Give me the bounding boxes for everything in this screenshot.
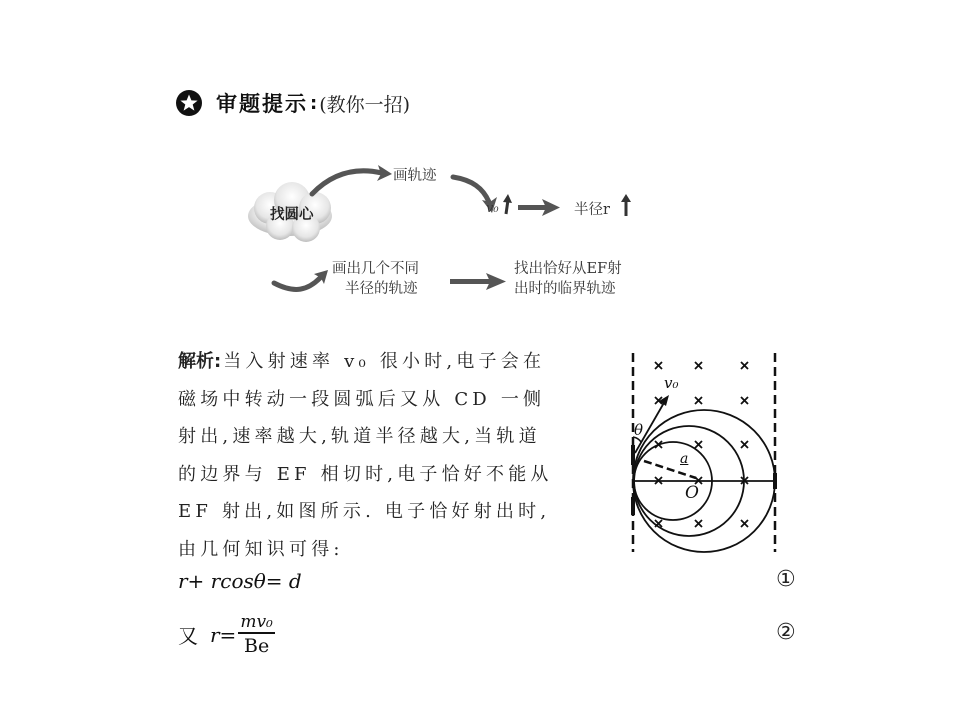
equation-1-expression: r+ rcosθ= d <box>178 569 302 593</box>
analysis-paragraph <box>178 343 592 568</box>
hint-flowchart <box>240 150 660 310</box>
heading-subtitle: (教你一招) <box>319 93 411 116</box>
section-heading <box>176 88 410 118</box>
equation-2 <box>178 612 275 658</box>
magnetic-field-figure <box>622 345 787 555</box>
flow-node-draw-several-line2: 半径的轨迹 <box>345 281 418 297</box>
center-label: O <box>685 483 699 503</box>
flow-node-find-center: 找圆心 <box>270 207 314 223</box>
analysis-line-4: 的边界与 EF 相切时,电子恰好不能从 <box>178 463 553 485</box>
analysis-text-1: 当入射速率 v₀ 很小时,电子会在 <box>223 351 546 372</box>
flow-node-critical-line2: 出时的临界轨迹 <box>514 281 616 297</box>
analysis-colon: : <box>214 351 222 372</box>
flow-node-draw-several-line1: 画出几个不同 <box>332 261 419 277</box>
radius-label: a <box>680 451 689 467</box>
analysis-line-2: 磁场中转动一段圆弧后又从 CD 一侧 <box>178 388 546 410</box>
fraction-numerator: mv₀ <box>240 612 273 632</box>
equation-1 <box>178 569 302 593</box>
equation-2-lhs: r= <box>210 622 237 647</box>
angle-label: θ <box>634 421 644 439</box>
equation-2-prefix: 又 <box>178 624 198 649</box>
velocity-label: v₀ <box>664 374 679 392</box>
heading-title: 审题提示 <box>216 92 308 116</box>
trajectory-diagram <box>622 345 787 555</box>
equation-2-fraction <box>238 612 275 658</box>
fraction-denominator: Be <box>243 634 270 657</box>
flow-node-v0: v₀ <box>486 201 499 216</box>
analysis-line-3: 射出,速率越大,轨道半径越大,当轨道 <box>178 426 541 447</box>
equation-1-number: ① <box>776 567 796 592</box>
equation-2-number: ② <box>776 620 796 645</box>
analysis-line-5: EF 射出,如图所示. 电子恰好射出时, <box>178 501 551 522</box>
flow-node-radius: 半径r <box>574 202 610 218</box>
analysis-line-1 <box>178 343 592 381</box>
heading-colon: : <box>310 92 318 114</box>
flow-node-draw-trajectory: 画轨迹 <box>393 168 437 184</box>
star-icon <box>176 90 202 116</box>
analysis-label: 解析 <box>178 351 214 372</box>
analysis-line-6: 由几何知识可得: <box>178 538 344 560</box>
flow-node-critical-line1: 找出恰好从EF射 <box>514 261 622 277</box>
